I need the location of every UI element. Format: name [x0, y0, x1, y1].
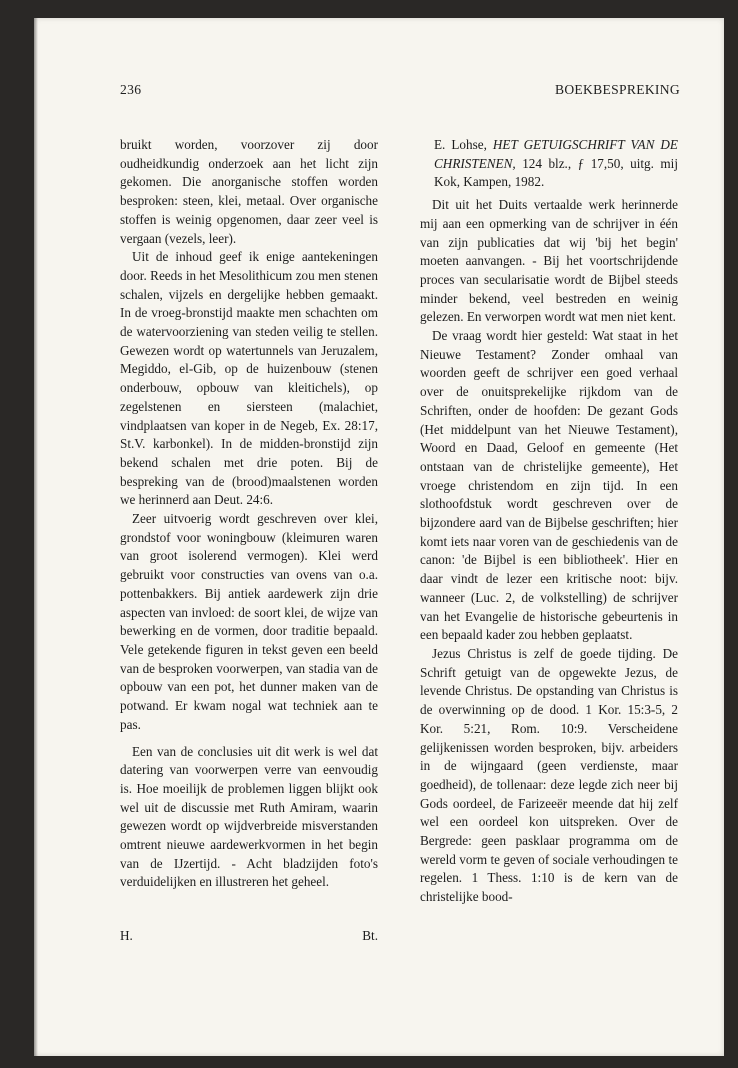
left-paragraph: Een van de conclusies uit dit werk is wel dat datering van voorwerpen verre van eenvoudig is. Hoe moeilijk de problemen liggen blijkt ook wel uit de discussie met Ruth Amiram, waarin gewezen wordt op wijdverbreide misverstanden omtrent nieuwe aardewerkvormen in het begin van de IJzertijd. - Acht bladzijden foto's verduidelijken en illustreren het geheel. — [120, 743, 378, 890]
right-paragraph: Jezus Christus is zelf de goede tijding. De Schrift getuigt van de opgewekte Jezus, de levende Christus. De opstanding van Christus is de overwinning op de dood. 1 Kor. 15:3-5, 2 Kor. 5:21, Rom. 10:9. Verscheidene gelijkenissen worden besproken, bijv. arbeiders in de wijngaard (geen verdienste, maar goedheid), de tollenaar: deze legde zich neer bij Gods oordeel, de Farizeeër meende dat hij zelf wel een oordeel kon uitspreken. Over de Bergrede: geen pasklaar programma om de wereld vorm te geven of sociale verhoudingen te regelen. 1 Thess. 1:10 is de kern van de christelijke bood- — [420, 645, 678, 905]
left-paragraph: Zeer uitvoerig wordt geschreven over klei, grondstof voor woningbouw (kleimuren waren van groot isolerend vermogen). Klei werd gebruikt voor constructies van ovens van o.a. pottenbakkers. Bij antiek aardewerk zijn drie aspecten van invloed: de soort klei, de wijze van bewerking en de vormen, door traditie bepaald. Vele getekende figuren in tekst geven een beeld van de besproken voorwerpen, van stadia van de opbouw van een pot, het dunner maken van de potwand. Er kwam nogal wat techniek aan te pas. — [120, 511, 378, 732]
right-paragraph: Dit uit het Duits vertaalde werk herinnerde mij aan een opmerking van de schrijver in één van zijn publicaties dat wij 'bij het begin' moeten aanvangen. - Bij het voortschrijdende proces van secularisatie wordt de Bijbel steeds minder bekend, veel bestreden en weinig gelezen. En verworpen wordt wat men niet kent. — [420, 197, 678, 325]
book-page — [34, 18, 724, 1056]
signature-surname: Bt. — [362, 928, 378, 943]
page-header — [120, 82, 680, 98]
reviewer-signature — [120, 928, 378, 944]
page-number: 236 — [120, 82, 142, 97]
running-title: BOEKBESPREKING — [554, 82, 680, 97]
review-author: E. Lohse, — [434, 137, 487, 152]
left-column — [120, 136, 378, 892]
review-book-details: 124 blz., ƒ 17,50, uitg. mij Kok, Kampen, 1982. — [434, 155, 679, 190]
left-paragraph: Uit de inhoud geef ik enige aantekeningen door. Reeds in het Mesolithicum zou men stenen schalen, vijzels en dergelijke hebben gemaakt. In de vroeg-bronstijd maakte men schachten om de watervoorziening van steden veilig te stellen. Gewezen wordt op watertunnels van Jeruzalem, Megiddo, el-Gib, op de huizenbouw (stenen onderbouw, opbouw van kleitichels), op zegelstenen en siersteen (malachiet, vindplaatsen van koper in de Negeb, Ex. 28:17, St.V. karbonkel). In de midden-bronstijd zijn bekend schalen met drie poten. Bij de bespreking van de (brood)maalstenen worden we herinnerd aan Deut. 24:6. — [120, 249, 378, 508]
page-edge-shadow — [34, 18, 38, 1056]
review-heading — [420, 136, 678, 192]
left-paragraph: bruikt worden, voorzover zij door oudheidkundig onderzoek aan het licht zijn gekomen. Die anorganische stoffen worden besproken: steen, klei, metaal. Over organische stoffen is weinig opgenomen, daar zeer veel is vergaan (vezels, leer). — [120, 137, 378, 246]
right-column — [420, 136, 678, 907]
right-paragraph: De vraag wordt hier gesteld: Wat staat in het Nieuwe Testament? Zonder omhaal van woorden geeft de schrijver een goed verhaal over de onuitsprekelijke rijkdom van de Schriften, onder de hoofden: De gezant Gods (Het middelpunt van het Nieuwe Testament), Woord en Daad, Geloof en gemeente (Het ontstaan van de christelijke gemeente), Het vroege christendom en zijn tijd. In een slothoofdstuk wordt geschreven over de bijzondere aard van de Bijbelse geschriften; hier komt iets naar voren van de geschiedenis van de canon: 'de Bijbel is een bibliotheek'. Hier en daar vindt de lezer een kritische noot: bijv. wanneer (Luc. 2, de volkstelling) de schrijver van het Evangelie de historische gebeurtenis in een bepaald kader zou hebben geplaatst. — [420, 328, 678, 643]
signature-initial: H. — [120, 928, 133, 943]
review-book-title: HET GETUIGSCHRIFT VAN DE CHRISTENEN, — [434, 137, 678, 171]
